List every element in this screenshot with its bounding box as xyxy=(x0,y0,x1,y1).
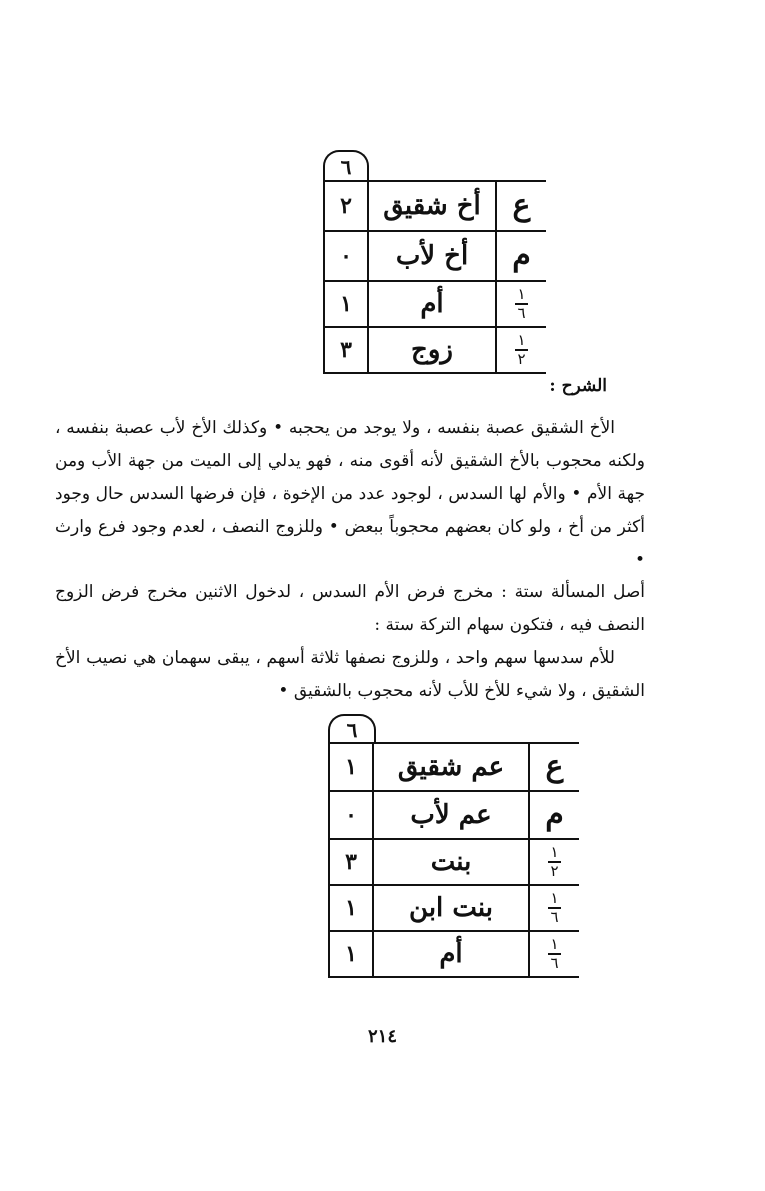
table-row xyxy=(329,791,579,839)
table2-base-label: ٦ xyxy=(328,714,376,744)
row-fraction: $\frac{١}{٦}$ xyxy=(496,281,546,327)
heir-name: أم xyxy=(373,931,529,977)
heir-name: زوج xyxy=(368,327,496,373)
explanation-paragraph-3: للأم سدسها سهم واحد ، وللزوج نصفها ثلاثة أسهم ، يبقى سهمان هي نصيب الأخ الشقيق ، ولا شيء للأخ للأب لأنه محجوب بالشقيق • xyxy=(55,648,645,701)
row-fraction: ع xyxy=(529,743,579,791)
heir-name: أم xyxy=(368,281,496,327)
heir-share: ٣ xyxy=(329,839,373,885)
inheritance-table-2 xyxy=(328,742,579,978)
row-fraction: $\frac{١}{٦}$ xyxy=(529,885,579,931)
explanation-heading: الشرح : xyxy=(549,376,607,396)
heir-share: ١ xyxy=(329,743,373,791)
heir-share: ١ xyxy=(329,885,373,931)
explanation-paragraph-2: أصل المسألة ستة : مخرج فرض الأم السدس ، لدخول الاثنين مخرج فرض الزوج النصف فيه ، فتكون سهام التركة ستة : xyxy=(55,582,645,635)
heir-name: بنت xyxy=(373,839,529,885)
table-row xyxy=(324,281,546,327)
table-row xyxy=(329,743,579,791)
heir-share: ١ xyxy=(329,931,373,977)
row-fraction: $\frac{١}{٢}$ xyxy=(529,839,579,885)
heir-name: عم لأب xyxy=(373,791,529,839)
heir-name: أخ لأب xyxy=(368,231,496,281)
heir-share: ٣ xyxy=(324,327,368,373)
heir-share: ٢ xyxy=(324,181,368,231)
page-number: ٢١٤ xyxy=(367,1026,397,1047)
inheritance-table-1 xyxy=(323,180,546,374)
heir-share: ٠ xyxy=(324,231,368,281)
row-fraction: $\frac{١}{٢}$ xyxy=(496,327,546,373)
row-fraction: $\frac{١}{٦}$ xyxy=(529,931,579,977)
heir-name: بنت ابن xyxy=(373,885,529,931)
table1-base-label: ٦ xyxy=(323,150,369,182)
heir-share: ١ xyxy=(324,281,368,327)
table-row xyxy=(329,931,579,977)
table-row xyxy=(324,327,546,373)
row-fraction: م xyxy=(496,231,546,281)
table-row xyxy=(324,231,546,281)
table-row xyxy=(329,885,579,931)
heir-name: عم شقيق xyxy=(373,743,529,791)
table-row xyxy=(329,839,579,885)
row-fraction: ع xyxy=(496,181,546,231)
heir-share: ٠ xyxy=(329,791,373,839)
table-row xyxy=(324,181,546,231)
heir-name: أخ شقيق xyxy=(368,181,496,231)
explanation-paragraph-1: الأخ الشقيق عصبة بنفسه ، ولا يوجد من يحجبه • وكذلك الأخ لأب عصبة بنفسه ، ولكنه محجوب بالأخ الشقيق لأنه أقوى منه ، فهو يدلي إلى الميت من جهة الأب ومن جهة الأم • والأم لها السدس ، لوجود عدد من الإخوة ، فإن فرضها السدس حال وجود أكثر من أخ ، ولو كان بعضهم محجوباً ببعض • وللزوج النصف ، لعدم وجود فرع وارث • xyxy=(55,418,645,570)
row-fraction: م xyxy=(529,791,579,839)
